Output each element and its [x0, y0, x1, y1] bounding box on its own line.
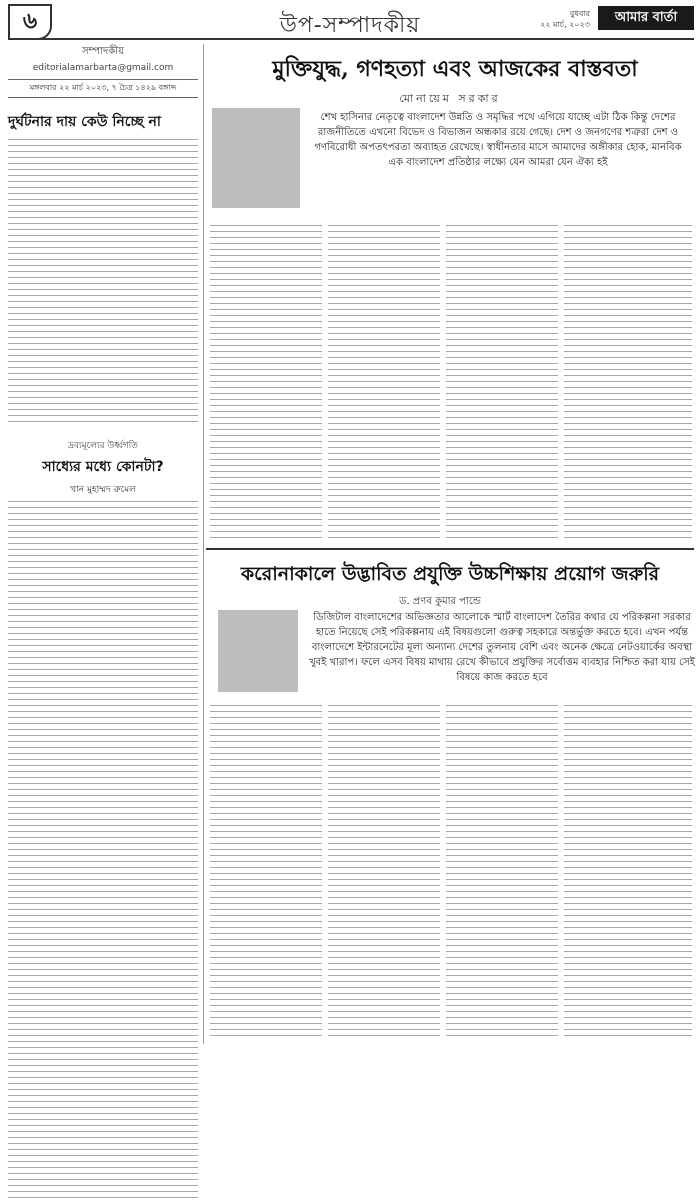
author-photo [218, 610, 298, 692]
editorial-heading: দুর্ঘটনার দায় কেউ নিচ্ছে না [8, 114, 161, 130]
article2-body-col4 [564, 705, 692, 1040]
header-date: ২২ মার্চ, ২০২৩ [540, 20, 590, 29]
article1-deck: শেখ হাসিনার নেতৃত্বে বাংলাদেশ উন্নতি ও সমৃদ্ধির পথে এগিয়ে যাচ্ছে এটা ঠিক কিন্তু দেশের রাজনীতিতে এখনো বিভেদ ও বিভাজন অন্ধকার রয়ে গেছে। দেশ ও জনগণের শত্রুরা দেশ ও গণবিরোধী অপতৎপরতা অব্যাহত রেখেছে। স্বাধীনতার মাসে আমাদের অঙ্গীকার হোক, মানবিক এক বাংলাদেশ প্রতিষ্ঠার লক্ষ্যে যেন আমরা যেন ঐক্য হই [314, 112, 682, 168]
author-photo [212, 108, 300, 208]
article1-body-col2 [328, 225, 440, 543]
newspaper-logo: আমার বার্তা [598, 6, 694, 30]
column-divider [203, 44, 204, 1044]
article-kicker: দ্রব্যমূল্যের উর্ধ্বগতি [68, 441, 138, 451]
article2-body-col1 [210, 705, 322, 1040]
article-body [8, 501, 198, 1201]
article-separator [206, 548, 694, 550]
article2-deck: ডিজিটাল বাংলাদেশের অভিজ্ঞতার আলোকে স্মার্ট বাংলাদেশ তৈরির কথার যে পরিকল্পনা সরকার হাতে নিয়েছে সেই পরিকল্পনায় এই বিষয়গুলো গুরুত্ব সহকারে অন্তর্ভুক্ত করতে হবে। এখন পর্যন্ত বাংলাদেশে ইন্টারনেটের মূল্য অন্যান্য দেশের তুলনায় বেশি এবং অনেক ক্ষেত্রে নেটওয়ার্কের অবস্থা খুবই খারাপ। ফলে এসব বিষয় মাথায় রেখে কীভাবে প্রযুক্তির সর্বোত্তম ব্যবহার নিশ্চিত করা যায় সেই বিষয়ে কাজ করতে হবে [309, 612, 695, 683]
article2-headline: করোনাকালে উদ্ভাবিত প্রযুক্তি উচ্চশিক্ষায় প্রয়োগ জরুরি [240, 563, 660, 585]
page-header [0, 0, 700, 40]
date-block [540, 8, 590, 30]
editorial-column [8, 44, 198, 1201]
article1-headline: মুক্তিযুদ্ধ, গণহত্যা এবং আজকের বাস্তবতা [272, 56, 638, 82]
article1-body-col4 [564, 225, 692, 543]
article1-body-col1 [210, 225, 322, 543]
section-title: উপ-সম্পাদকীয় [279, 13, 421, 38]
article2-body-col2 [328, 705, 440, 1040]
header-rule [8, 38, 694, 40]
article2-author: ড. প্রণব কুমার পান্ডে [399, 596, 481, 607]
article2-body-col3 [446, 705, 558, 1040]
editorial-body [8, 139, 198, 424]
editorial-section-title: সম্পাদকীয় [81, 46, 125, 57]
article1-body-col3 [446, 225, 558, 543]
editorial-email: editorialamarbarta@gmail.com [32, 63, 174, 73]
page-number: ৬ [8, 4, 52, 40]
header-day: বুধবার [569, 9, 590, 18]
article1-author: মোনায়েম সরকার [399, 92, 501, 105]
editorial-date-line: মঙ্গলবার ২২ মার্চ ২০২৩, ৭ চৈত্র ১৪২৯ বঙ্গাব্দ [8, 79, 198, 98]
article-heading: সাধ্যের মধ্যে কোনটা? [42, 459, 164, 475]
article-author: খান মুহাম্মদ রুমেল [70, 485, 136, 495]
